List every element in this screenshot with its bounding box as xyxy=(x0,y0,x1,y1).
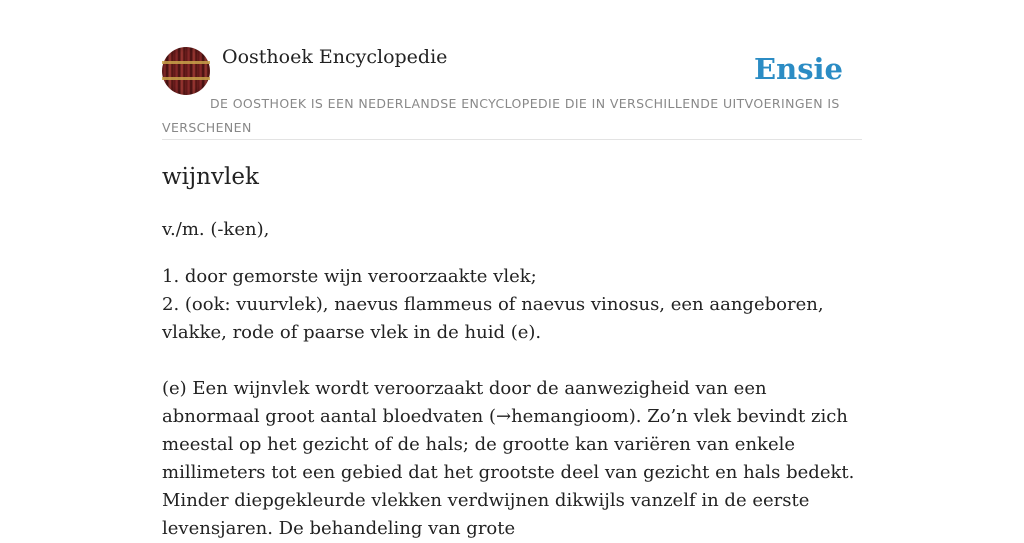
publisher-avatar[interactable] xyxy=(162,47,210,95)
publisher-name[interactable]: Oosthoek Encyclopedie xyxy=(222,46,448,68)
page-container xyxy=(162,0,862,539)
article-explanation xyxy=(162,375,862,543)
explanation-text-end: ). Zo’n vlek bevindt zich meestal op het gezicht of de hals; de grootte kan variëren van enkele millimeters tot een gebied dat het grootste deel van gezicht en hals bedekt. Minder diepgekleurde vlekken verdwijnen dikwijls vanzelf in de eerste levensjaren. De behandeling van grote xyxy=(162,406,855,539)
hemangioom-link[interactable]: hemangioom xyxy=(511,406,629,427)
ensie-logo-link[interactable]: Ensie xyxy=(754,52,843,86)
publisher-tagline: DE OOSTHOEK IS EEN NEDERLANDSE ENCYCLOPEDIE DIE IN VERSCHILLENDE UITVOERINGEN IS VERSCHENEN xyxy=(162,96,840,135)
link-arrow-icon: → xyxy=(495,406,512,427)
article-title: wijnvlek xyxy=(162,164,259,190)
explanation-text-start: (e) Een wijnvlek wordt veroorzaakt door de aanwezigheid van een abnormaal groot aantal bloedvaten ( xyxy=(162,378,767,427)
grammar-info: v./m. (-ken), xyxy=(162,219,270,240)
definition-1: 1. door gemorste wijn veroorzaakte vlek; xyxy=(162,266,537,287)
site-header xyxy=(162,0,862,140)
definition-2: 2. (ook: vuurvlek), naevus flammeus of naevus vinosus, een aangeboren, vlakke, rode of paarse vlek in de huid (e). xyxy=(162,294,824,343)
